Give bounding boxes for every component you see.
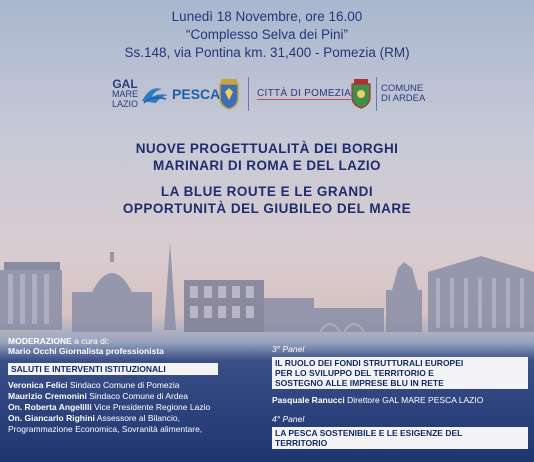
rome-skyline-illustration [0, 232, 534, 342]
ardea-logo-text-bottom: DI ARDEA [381, 93, 426, 104]
speaker-role: Direttore GAL MARE PESCA LAZIO [344, 395, 484, 405]
speaker-role: Sindaco Comune di Ardea [86, 391, 188, 401]
event-venue: “Complesso Selva dei Pini” [185, 27, 349, 42]
pomezia-logo-text: CITTÀ DI POMEZIA [257, 88, 352, 99]
event-date: Lunedì 18 Novembre, ore 16.00 [171, 9, 363, 24]
moderator [8, 346, 270, 356]
sub-title [0, 183, 534, 217]
speaker-row [8, 413, 270, 424]
pomezia-logo [216, 74, 351, 114]
program-left-column [8, 330, 270, 435]
speaker-role: Vice Presidente Regione Lazio [91, 402, 211, 412]
speaker-row [8, 402, 270, 413]
moderator-name: Mario Occhi Giornalista professionista [8, 346, 164, 356]
moderation-line [8, 336, 270, 346]
speaker-name: On. Giancarlo Righini [8, 413, 95, 423]
gal-logo-pesca: PESCA [172, 86, 221, 102]
panel-4-label: 4° Panel [272, 414, 305, 424]
panel-3-title-line1: IL RUOLO DEI FONDI STRUTTURALI EUROPEI [275, 358, 464, 368]
panel-4-title-line1: LA PESCA SOSTENIBILE E LE ESIGENZE DEL [275, 428, 463, 438]
event-header [0, 8, 534, 62]
divider [248, 77, 249, 111]
pomezia-crest-icon [216, 78, 242, 110]
ardea-crest-icon [350, 79, 372, 109]
gal-logo-text: GAL [112, 77, 138, 91]
speaker-row [8, 380, 270, 391]
panel-3-label: 3° Panel [272, 344, 305, 354]
speaker-name: Maurizio Cremonini [8, 391, 87, 401]
ardea-logo [350, 74, 425, 114]
moderation-suffix: a cura di: [71, 336, 110, 346]
panel-4-title [272, 427, 528, 449]
speaker-role: Assessore al Bilancio, [94, 413, 180, 423]
sub-title-line2: OPPORTUNITÀ DEL GIUBILEO DEL MARE [122, 201, 412, 216]
partner-logos [0, 74, 534, 118]
program-section [0, 330, 534, 462]
main-title-line2: MARINARI DI ROMA E DEL LAZIO [153, 158, 381, 173]
speaker-name: On. Roberta Angelilli [8, 402, 92, 412]
gal-logo-mare: MARE [112, 89, 139, 99]
ardea-logo-text-top: COMUNE [381, 83, 424, 94]
speaker-role-continued: Programmazione Economica, Sovranità alimentare, [8, 424, 203, 434]
gal-logo-lazio: LAZIO [112, 99, 139, 109]
speaker-name: Pasquale Ranucci [272, 395, 345, 405]
divider [376, 77, 377, 111]
moderation-label: MODERAZIONE [8, 336, 72, 346]
speaker-row [272, 395, 528, 406]
speaker-name: Veronica Felici [8, 380, 68, 390]
speaker-role: Sindaco Comune di Pomezia [67, 380, 180, 390]
panel-3-title-line3: SOSTEGNO ALLE IMPRESE BLU IN RETE [275, 378, 444, 388]
saluti-heading: SALUTI E INTERVENTI ISTITUZIONALI [8, 363, 218, 375]
gal-logo [112, 74, 220, 114]
program-right-column [272, 330, 528, 449]
event-address: Ss.148, via Pontina km. 31,400 - Pomezia (RM) [124, 45, 410, 60]
panel-3-title-line2: PER LO SVILUPPO DEL TERRITORIO E [275, 368, 434, 378]
main-title-line1: NUOVE PROGETTUALITÀ DEI BORGHI [135, 141, 399, 156]
sub-title-line1: LA BLUE ROUTE E LE GRANDI [160, 184, 374, 199]
main-title [0, 140, 534, 174]
wave-icon [140, 83, 170, 105]
panel-4-title-line2: TERRITORIO [275, 438, 328, 448]
panel-3-title [272, 357, 528, 389]
speaker-row [8, 391, 270, 402]
